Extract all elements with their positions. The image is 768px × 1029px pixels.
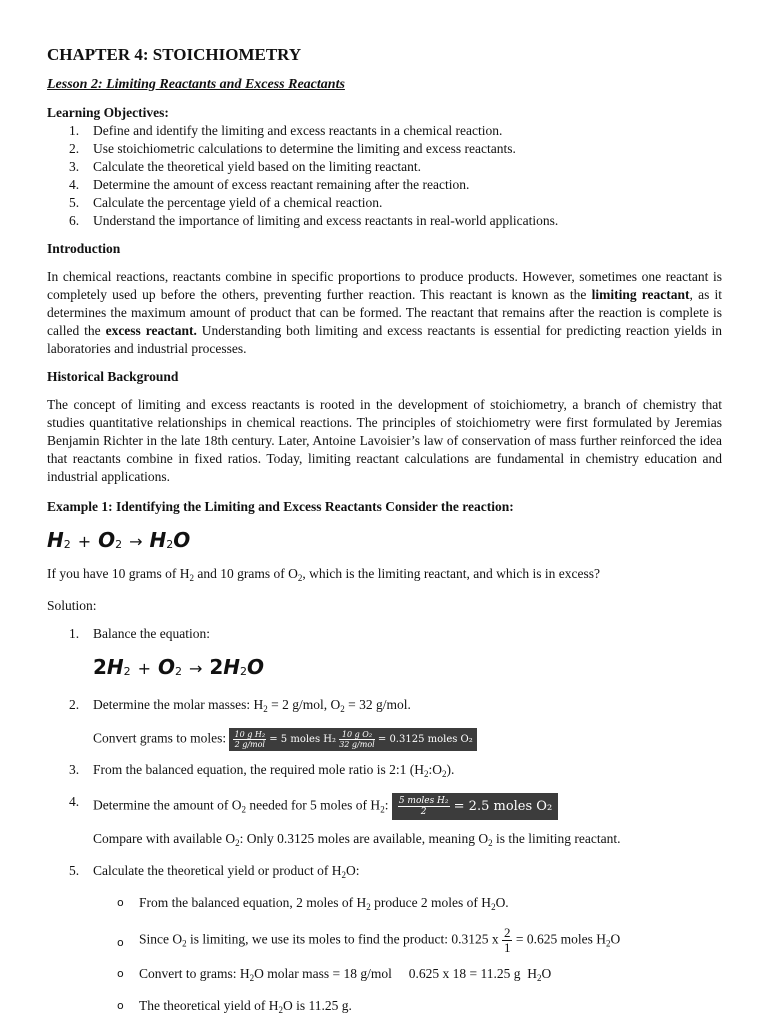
list-item: 3. Calculate the theoretical yield based on the limiting reactant. bbox=[69, 159, 422, 174]
lesson-title: Lesson 2: Limiting Reactants and Excess Reactants bbox=[47, 77, 345, 92]
ratio-fraction: $\frac{2}{1}$ bbox=[503, 925, 511, 955]
list-item: 4. Determine the amount of excess reactant remaining after the reaction. bbox=[69, 177, 470, 192]
objectives-heading: Learning Objectives: bbox=[47, 105, 169, 120]
history-paragraph: The concept of limiting and excess reactants is rooted in the development of stoichiometry, a branch of chemistry that studies quantitative relationships in chemical reactions. The principles of stoichiometry were first formulated by Jeremias Benjamin Richter in the late 18th century. Later, Antoine Lavoisier’s law of conservation of mass further reinforced the idea that reactants combine in fixed ratios. Today, limiting reactant calculations are fundamental in chemistry education and industrial applications. bbox=[47, 397, 722, 484]
intro-paragraph: In chemical reactions, reactants combine in specific proportions to produce products. However, sometimes one reactant is completely used up before the others, preventing further reaction. This reactant is known as the limiting reactant, as it determines the maximum amount of product that can be formed. The reactant that remains after the reaction is complete is called the excess reactant. Understanding both limiting and excess reactants is essential for predicting reaction yields in laboratories and industrial processes. bbox=[47, 269, 723, 356]
list-item: 1. Define and identify the limiting and excess reactants in a chemical reaction. bbox=[69, 123, 503, 138]
step-2: 2. Determine the molar masses: $H_2 = 2$ g/mol, $O_2 = 32$ g/mol. bbox=[69, 697, 411, 714]
reaction-equation: $H_2 + O_2 \to H_2O$ bbox=[47, 528, 191, 552]
document-page bbox=[47, 40, 722, 1029]
moles-calculation: $\frac{\text{10 g H₂}}{\text{2 g/mol}}$ = 5 moles H₂ $\frac{\text{10 g O₂}}{\text{32 g/mol}}$ = 0.3125 moles O₂ bbox=[229, 728, 476, 751]
history-heading: Historical Background bbox=[47, 369, 179, 384]
list-item: o Since $O_2$ is limiting, we use its moles to find the product: 0.3125 x $\frac{2}{1}$ = 0.625 moles $H_2O$ bbox=[117, 925, 621, 955]
step-1: 1. Balance the equation: bbox=[69, 626, 210, 641]
objectives-list bbox=[47, 122, 722, 230]
list-item: o The theoretical yield of $H_2O$ is 11.25 g. bbox=[117, 998, 352, 1015]
chapter-title: CHAPTER 4: STOICHIOMETRY bbox=[47, 45, 302, 64]
example-heading: Example 1: Identifying the Limiting and Excess Reactants Consider the reaction: bbox=[47, 499, 514, 514]
list-item: 6. Understand the importance of limiting and excess reactants in real-world applications. bbox=[69, 213, 559, 228]
list-item: o From the balanced equation, 2 moles of $H_2$ produce 2 moles of $H_2O$. bbox=[117, 895, 509, 912]
step-5: 5. Calculate the theoretical yield or product of $H_2O$: bbox=[69, 863, 360, 880]
example-question: If you have 10 grams of $H_2$ and 10 grams of $O_2$, which is the limiting reactant, and which is in excess? bbox=[47, 566, 601, 583]
list-item: 5. Calculate the percentage yield of a chemical reaction. bbox=[69, 195, 383, 210]
step-3: 3. From the balanced equation, the required mole ratio is 2:1 $(H_2:O_2)$. bbox=[69, 762, 455, 779]
solution-label: Solution: bbox=[47, 598, 97, 613]
oxygen-needed-calculation: $\frac{\text{5 moles H₂}}{2}$ = 2.5 moles O₂ bbox=[392, 793, 558, 820]
step-4: 4. Determine the amount of $O_2$ needed for 5 moles of $H_2$: $\frac{\text{5 moles H₂}}{2}$ = 2.5 moles O₂ bbox=[47, 793, 722, 820]
list-item: 2. Use stoichiometric calculations to determine the limiting and excess reactants. bbox=[69, 141, 516, 156]
list-item: o Convert to grams: $H_2O$ molar mass = 18 g/mol 0.625 x 18 = 11.25 g $H_2O$ bbox=[117, 966, 552, 983]
convert-moles: Convert grams to moles: $\frac{\text{10 g H₂}}{\text{2 g/mol}}$ = 5 moles H₂ $\frac{\text{10 g O₂}}{\text{32 g/mol}}$ = 0.3125 moles O₂ bbox=[47, 728, 722, 751]
intro-heading: Introduction bbox=[47, 241, 121, 256]
balanced-equation: $2H_2 + O_2 \to 2H_2O$ bbox=[93, 655, 265, 679]
compare-line: Compare with available $O_2$: Only 0.3125 moles are available, meaning $O_2$ is the limiting reactant. bbox=[93, 831, 621, 848]
